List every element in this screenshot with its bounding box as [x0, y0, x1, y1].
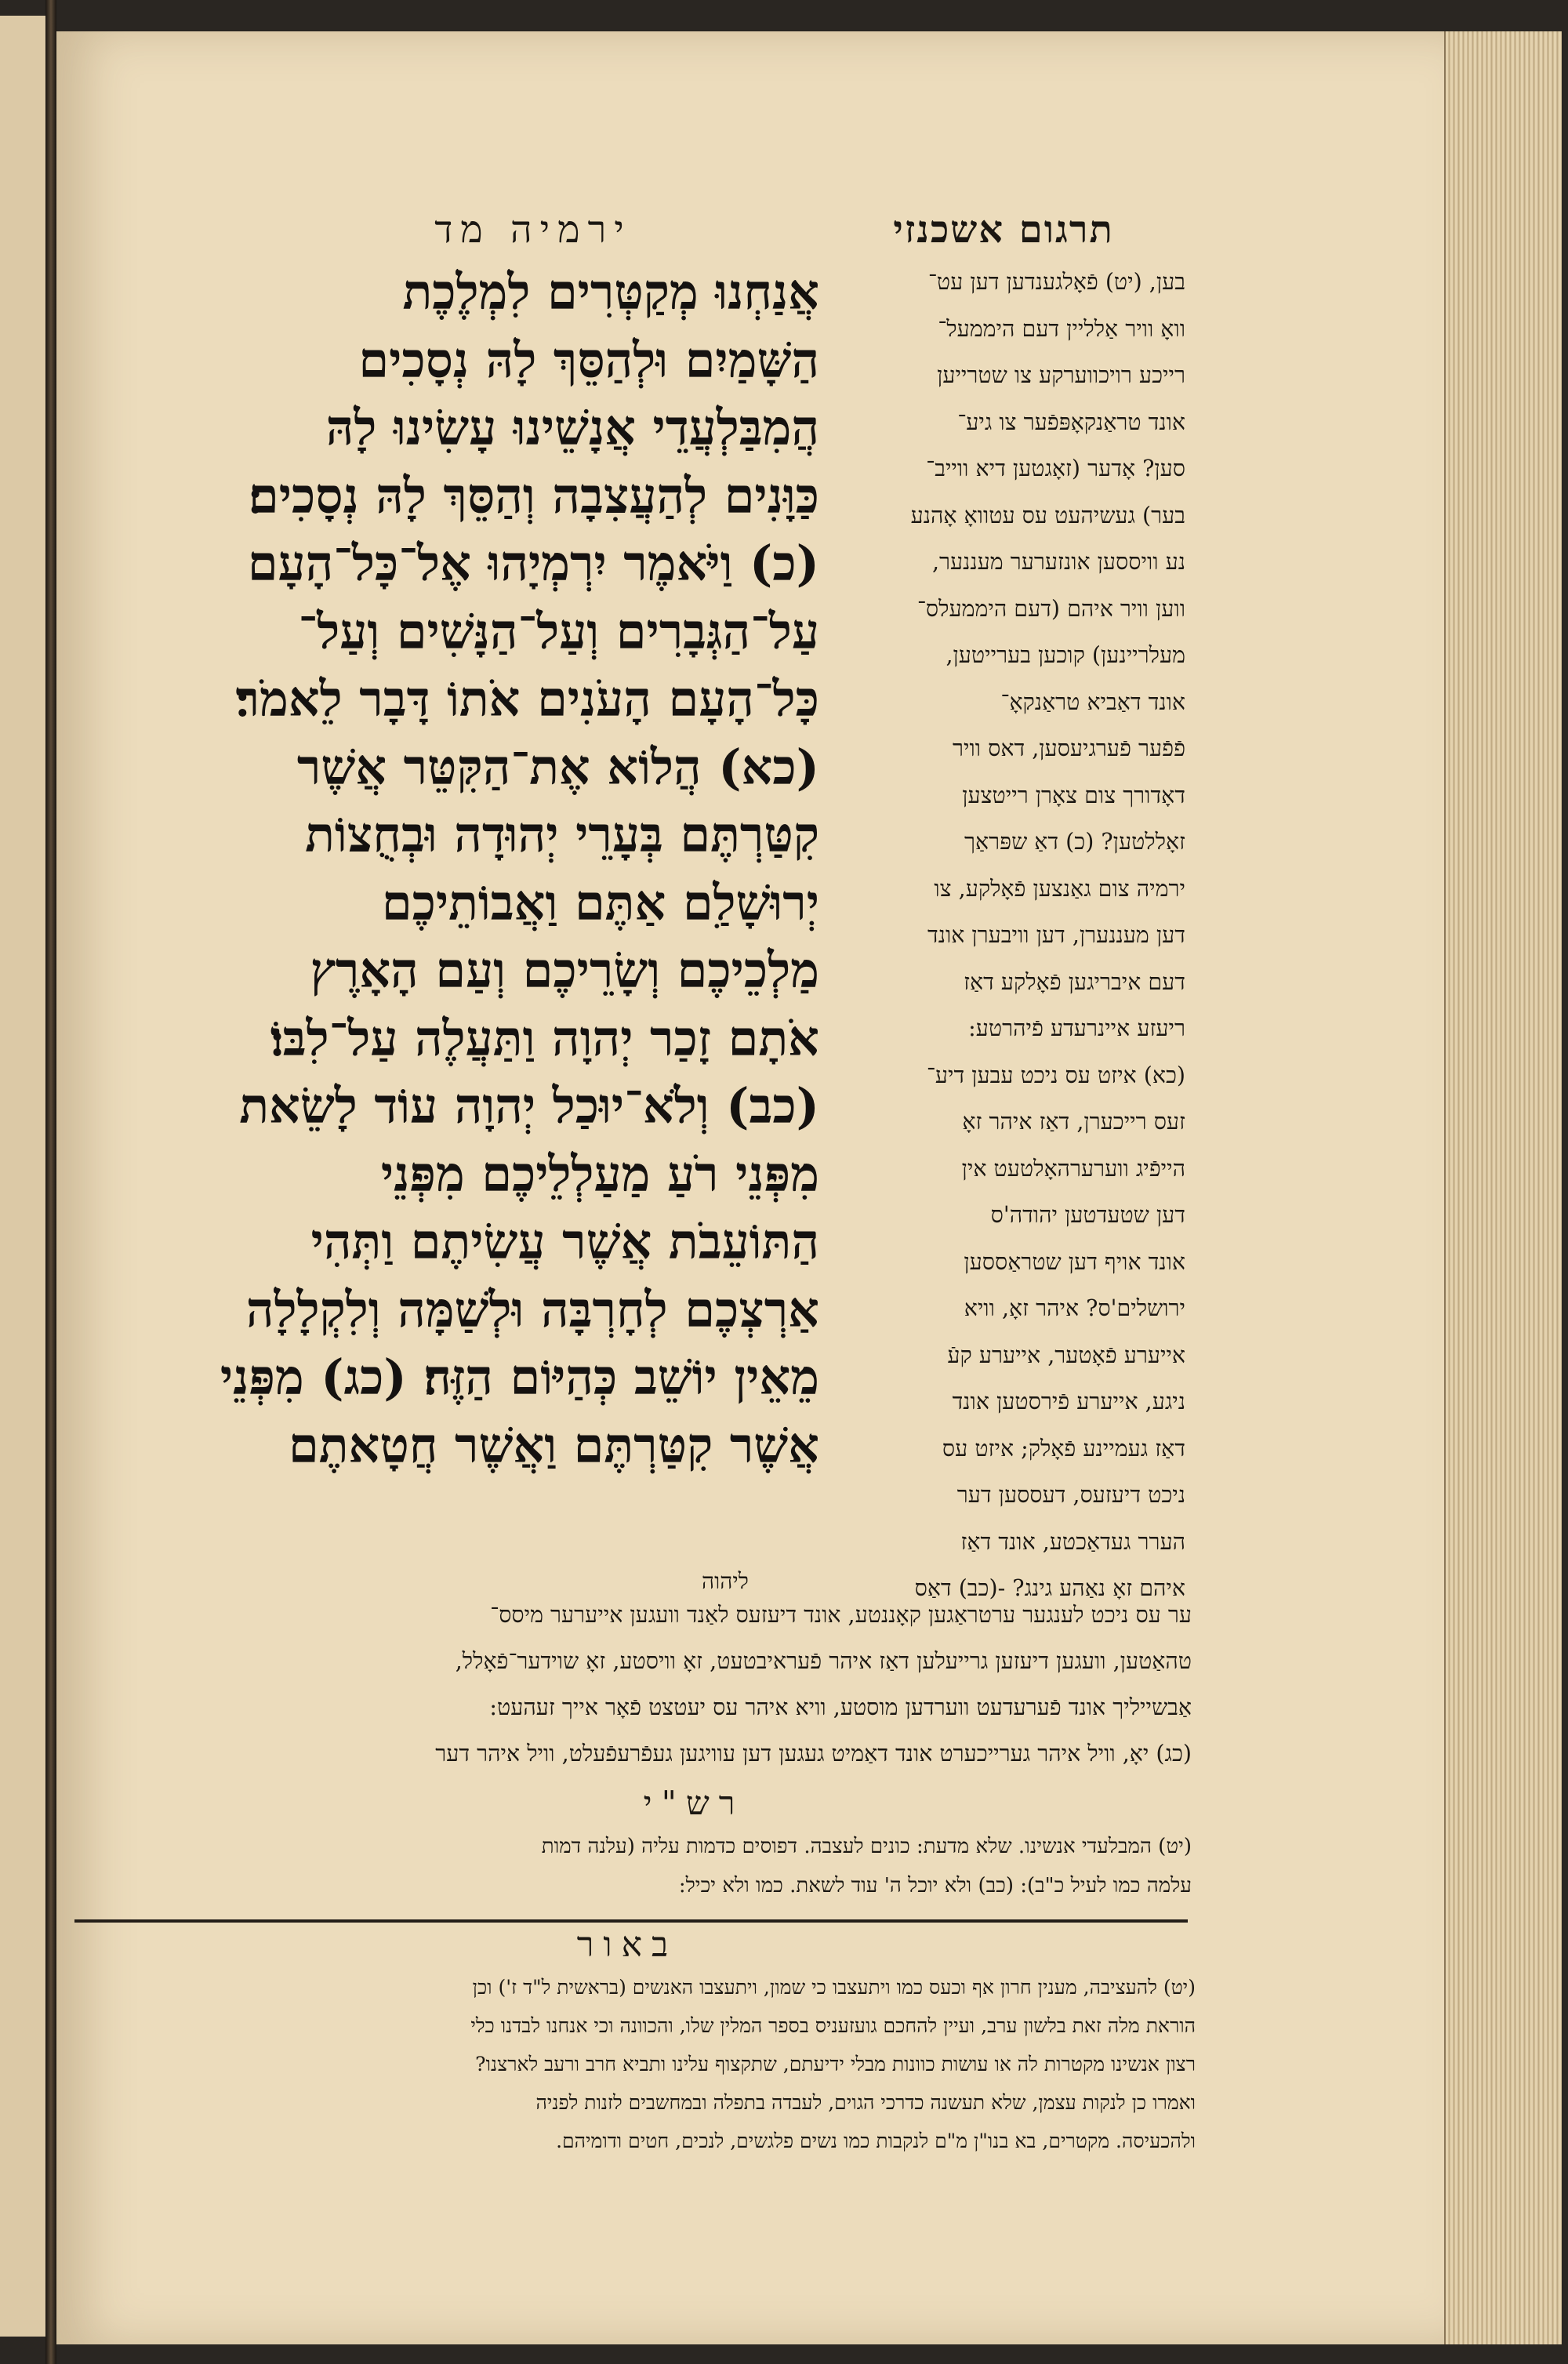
main-line: הַתּוֹעֵבֹת אֲשֶׁר עֲשִׂיתֶם וַתְּהִי: [310, 1213, 819, 1270]
targum-line: ירמיה צום גאַנצען פֿאָלקע, צו: [934, 875, 1185, 902]
main-line: אֲנַחְנוּ מְקַטְּרִים לִמְלֶכֶת: [402, 263, 819, 321]
targum-line: הייפֿיג ווערערהאָלטעט אין: [961, 1155, 1185, 1182]
targum-line: מעלריינען) קוכען בערייטען,: [946, 642, 1185, 668]
rashi-commentary: [71, 1827, 1192, 1905]
targum-line: איהם זאָ נאַהע גינג? -(כב) דאַס: [914, 1575, 1185, 1601]
targum-line: זעס רייכערן, דאַז איהר זאָ: [962, 1109, 1185, 1135]
targum-line: פֿפֿער פֿערגיעסען, דאס וויר: [953, 735, 1185, 761]
targum-line: דען שטעדטען יהודה'ס: [990, 1202, 1185, 1228]
biur-line: ולהכעיסה. מקטרים, בא בנו"ן מ"ם לנקבות כמו נשים פלגשים, לנכים, חטים ודומיהם.: [556, 2130, 1196, 2152]
main-line: אֲשֶׁר קִטַּרְתֶּם וַאֲשֶׁר חֲטָאתֶם: [289, 1416, 819, 1474]
main-line: יְרוּשָׁלִַם אַתֶּם וַאֲבוֹתֵיכֶם: [381, 873, 819, 931]
targum-wide-line: טהאַטען, וועגען דיעזען גרייעלען דאַז איהר פֿעראיבטעט, זאָ וויסטע, זאָ שוידער־פֿאָלל,: [455, 1648, 1192, 1674]
biur-heading: באור: [576, 1925, 678, 1965]
targum-line: אונד דאַביא טראַנקאָ־: [1000, 688, 1185, 715]
targum-line: רייכע רויכווערקע צו שטרייען: [937, 362, 1185, 388]
targum-line: סען? אָדער (זאָגטען דיא ווייב־: [926, 456, 1185, 481]
main-line: אַרְצְכֶם לְחָרְבָּה וּלְשַׁמָּה וְלִקְלָלָה: [245, 1280, 819, 1338]
catchword: ליהוה: [702, 1568, 749, 1594]
targum-wide-line: (כג) יאָ, וויל איהר גערייכערט אונד דאַמיט געגען דען עוויגען געפֿרעפֿעלט, וויל איהר דער: [435, 1741, 1192, 1767]
rashi-line: עלמה כמו לעיל כ"ב): (כב) ולא יוכל ה' עוד לשאת. כמו ולא יכיל:: [678, 1874, 1192, 1897]
targum-line: ניגע, אייערע פֿירסטען אונד: [952, 1389, 1185, 1414]
targum-wide-line: ער עס ניכט לענגער ערטראַגען קאָננטע, אונד דיעזעס לאַנד וועגען אייערער מיסס־: [490, 1602, 1192, 1628]
targum-line: וואָ וויר אַלליין דעם היממעל־: [938, 315, 1185, 342]
targum-line: זאָללטען? (כ) דאַ שפּראַך: [964, 829, 1185, 855]
main-line: אֹתָם זָכַר יְהוָה וַתַּעֲלֶה עַל־לִבּוֹ׃: [270, 1009, 819, 1067]
main-line: (כב) וְלֹא־יוּכַל יְהוָה עוֹד לָשֵׂאת: [239, 1077, 819, 1135]
targum-line: ריעזע איינרעדע פֿיהרטע:: [968, 1015, 1185, 1041]
rashi-line: (יט) המבלעדי אנשינו. שלא מדעת: כונים לעצבה. דפוסים כדמות עליה (עלנה דמות: [541, 1835, 1192, 1858]
targum-line: בער) געשיהעט עס עטוואָ אָהנע: [910, 502, 1185, 528]
main-line: כָּל־הָעָם הָעֹנִים אֹתוֹ דָּבָר לֵאמֹר׃: [235, 670, 819, 728]
main-line: כַּוָּנִים לְהַעֲצִבָה וְהַסֵּךְ לָהּ נְסָכִים׃: [249, 467, 819, 525]
targum-line: (כא) איזט עס ניכט עבען דיע־: [926, 1062, 1185, 1088]
targum-line: ירושלים'ס? איהר זאָ, וויא: [964, 1295, 1185, 1321]
main-line: (כא) הֲלוֹא אֶת־הַקִּטֵּר אֲשֶׁר: [296, 738, 819, 796]
targum-wide-line: אַבשייליך אונד פֿערעדעט ווערדען מוסטע, וויא איהר עס יעטצט פֿאָר אייך זעהעט:: [489, 1694, 1192, 1720]
main-line: מַלְכֵיכֶם וְשָׂרֵיכֶם וְעַם הָאָרֶץ: [310, 942, 819, 999]
biur-line: רצון אנשינו מקטרות לה או עושות כוונות מבלי ידיעתם, שתקצוף עלינו ותביא חרב ורעב לארצנו?: [475, 2053, 1196, 2075]
section-divider: [74, 1919, 1188, 1923]
chapter-title: ירמיה מד: [434, 208, 632, 252]
targum-line: אונד טראַנקאָפּפֿער צו גיע־: [957, 409, 1185, 435]
targum-line: אייערע פֿאָטער, אייערע קעֿ: [947, 1342, 1185, 1368]
biur-line: הוראת מלה זאת בלשון ערב, ועיין להחכם גועזעניס בספר המלין שלו, והכוונה וכי אנחנו לבדנו כלי: [470, 2014, 1196, 2037]
main-line: (כ) וַיֹּאמֶר יִרְמְיָהוּ אֶל־כָּל־הָעָם: [247, 535, 819, 592]
book-spine: [45, 0, 56, 2364]
main-line: מֵאֵין יוֹשֵׁב כְּהַיּוֹם הַזֶּה׃ (כג) מִפְּנֵי: [220, 1349, 819, 1406]
main-line: מִפְּנֵי רֹעַ מַעַלְלֵיכֶם מִפְּנֵי: [380, 1145, 819, 1203]
main-line: הֲמִבַּלְעֲדֵי אֲנָשֵׁינוּ עָשִׂינוּ לָהּ: [325, 399, 819, 456]
targum-line: אונד אויף דען שטראַססען: [964, 1248, 1185, 1275]
rashi-heading: רש"י: [643, 1784, 745, 1822]
targum-line: ניכט דיעזעס, דעססען דער: [956, 1482, 1185, 1508]
targum-line: ווען וויר איהם (דעם היממעלס־: [917, 595, 1185, 622]
main-hebrew-text: [98, 259, 819, 1480]
targum-line: דעם איבריגען פֿאָלקע דאַז: [964, 968, 1185, 995]
facing-page-edge: [0, 16, 49, 2337]
page-edges: [1444, 31, 1562, 2344]
targum-line: הערר געדאַכטע, אונד דאַז: [960, 1528, 1185, 1555]
main-line: עַל־הַגְּבָרִים וְעַל־הַנָּשִׁים וְעַל־: [298, 602, 819, 660]
targum-column: [825, 259, 1185, 1612]
main-line: הַשָּׁמַיִם וּלְהַסֵּךְ לָהּ נְסָכִים: [358, 331, 819, 389]
main-line: קִטַּרְתֶּם בְּעָרֵי יְהוּדָה וּבְחֻצוֹת: [305, 806, 819, 863]
targum-line: בען, (יט) פֿאָלגענדען דען עט־: [928, 269, 1185, 295]
biur-commentary: [59, 1968, 1196, 2160]
targum-line: דען מעננערן, דען וויבערן אונד: [927, 922, 1185, 948]
biur-line: (יט) להעציבה, מענין חרון אף וכעס כמו ויתעצבו כי שמון, ויתעצבו האנשים (בראשית ל"ד ז') וכן: [472, 1976, 1196, 1999]
targum-line: דאָדורך צום צאָרן רייטצען: [962, 782, 1185, 808]
targum-title: תרגום אשכנזי: [893, 208, 1114, 252]
biur-line: ואמרו כן לנקות עצמן, שלא תעשנה כדרכי הגוים, לעבדה בתפלה ובמחשבים לזנות לפניה: [535, 2091, 1196, 2114]
targum-continuation: [71, 1592, 1192, 1777]
targum-line: דאַז געמיינע פֿאָלק; איזט עס: [942, 1435, 1185, 1462]
targum-line: נע וויססען אונזערער מעננער,: [931, 549, 1185, 575]
